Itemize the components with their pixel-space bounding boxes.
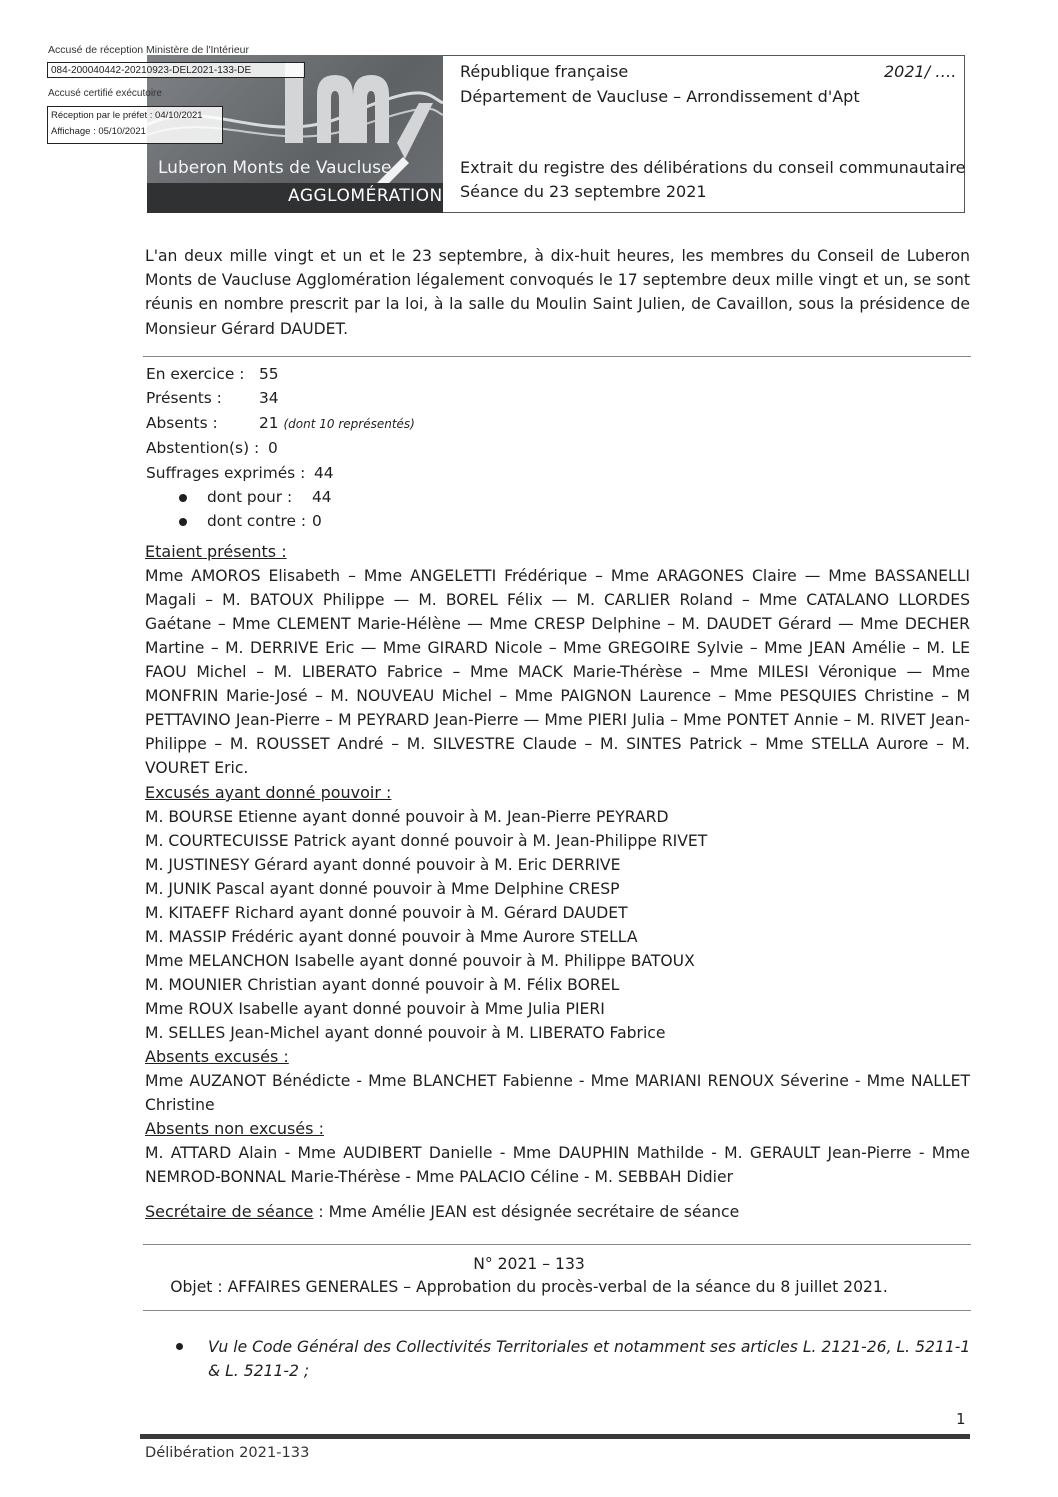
stamp-dates bbox=[47, 106, 223, 144]
deliberation-number: N° 2021 – 133 bbox=[473, 1255, 585, 1273]
stat-presents: Présents : 34 bbox=[146, 389, 279, 408]
list-item: M. JUSTINESY Gérard ayant donné pouvoir à M. Eric DERRIVE bbox=[145, 856, 621, 874]
excused-proxy-heading: Excusés ayant donné pouvoir : bbox=[145, 783, 392, 802]
list-item: M. MASSIP Frédéric ayant donné pouvoir à Mme Aurore STELLA bbox=[145, 928, 638, 946]
divider bbox=[143, 1310, 971, 1311]
list-item: M. KITAEFF Richard ayant donné pouvoir à M. Gérard DAUDET bbox=[145, 904, 628, 922]
list-item: Mme ROUX Isabelle ayant donné pouvoir à Mme Julia PIERI bbox=[145, 1000, 605, 1018]
header-republic: République française bbox=[460, 62, 629, 81]
presents-list: Mme AMOROS Elisabeth – Mme ANGELETTI Frédérique – Mme ARAGONES Claire — Mme BASSANELLI Magali – M. BATOUX Philippe — M. BOREL Félix — M. CARLIER Roland – Mme CATALANO LLORDES Gaétane – Mme CLEMENT Marie-Hélène — Mme CRESP Delphine – M. DAUDET Gérard — Mme DECHER Martine – M. DERRIVE Eric — Mme GIRARD Nicole – Mme GREGOIRE Sylvie – Mme JEAN Amélie – M. LE FAOU Michel – M. LIBERATO Fabrice – Mme MACK Marie-Thérèse – Mme MILESI Véronique — Mme MONFRIN Marie-José – M. NOUVEAU Michel – Mme PAIGNON Laurence – Mme PESQUIES Christine – M PETTAVINO Jean-Pierre – M PEYRARD Jean-Pierre — Mme PIERI Julia – Mme PONTET Annie – M. RIVET Jean-Philippe – M. ROUSSET André – M. SILVESTRE Claude – M. SINTES Patrick – Mme STELLA Aurore – M. VOURET Eric. bbox=[145, 567, 970, 777]
header-session: Séance du 23 septembre 2021 bbox=[460, 182, 707, 201]
stat-absents: Absents : 21 (dont 10 représentés) bbox=[146, 413, 415, 432]
secretary-text: : Mme Amélie JEAN est désignée secrétaire de séance bbox=[313, 1203, 740, 1221]
list-item: M. MOUNIER Christian ayant donné pouvoir à M. Félix BOREL bbox=[145, 976, 620, 994]
stamp-display: Affichage : 05/10/2021 bbox=[51, 126, 146, 137]
section-excused-proxy bbox=[145, 781, 970, 1045]
header-department: Département de Vaucluse – Arrondissement d'Apt bbox=[460, 87, 860, 106]
footer-bar bbox=[140, 1434, 970, 1439]
section-presents bbox=[145, 540, 970, 780]
absent-excused-heading: Absents excusés : bbox=[145, 1047, 289, 1066]
secretary-heading: Secrétaire de séance bbox=[145, 1202, 314, 1221]
list-item: M. JUNIK Pascal ayant donné pouvoir à Mme Delphine CRESP bbox=[145, 880, 620, 898]
stat-contre: dont contre : 0 bbox=[146, 509, 415, 533]
stat-pour: dont pour : 44 bbox=[146, 485, 415, 509]
intro-paragraph: L'an deux mille vingt et un et le 23 septembre, à dix-huit heures, les membres du Conseil de Luberon Monts de Vaucluse Agglomération légalement convoqués le 17 septembre deux mille vingt et un, se sont réunis en nombre prescrit par la loi, à la salle du Moulin Saint Julien, de Cavaillon, sous la présidence de Monsieur Gérard DAUDET. bbox=[145, 247, 970, 338]
section-absent-excused bbox=[145, 1045, 970, 1117]
stat-exercice: En exercice : 55 bbox=[146, 365, 279, 383]
divider bbox=[143, 1244, 971, 1245]
stamp-receipt-label: Accusé de réception Ministère de l'Intérieur bbox=[48, 44, 250, 56]
stamp-id: 084-200040442-20210923-DEL2021-133-DE bbox=[47, 62, 305, 78]
vu-clause: Vu le Code Général des Collectivités Territoriales et notamment ses articles L. 2121-26, L. 5211-1 & L. 5211-2 ; bbox=[208, 1338, 971, 1380]
header-extract: Extrait du registre des délibérations du conseil communautaire bbox=[460, 158, 966, 177]
list-item: M. COURTECUISSE Patrick ayant donné pouvoir à M. Jean-Philippe RIVET bbox=[145, 832, 708, 850]
bullet-icon bbox=[176, 1343, 183, 1350]
absents-note: (dont 10 représentés) bbox=[283, 416, 415, 431]
presents-heading: Etaient présents : bbox=[145, 542, 287, 561]
absent-unexcused-list: M. ATTARD Alain - Mme AUDIBERT Danielle - Mme DAUPHIN Mathilde - M. GERAULT Jean-Pierre - Mme NEMROD-BONNAL Marie-Thérèse - Mme PALACIO Céline - M. SEBBAH Didier bbox=[145, 1144, 970, 1186]
stat-suffrages: Suffrages exprimés : 44 bbox=[146, 463, 334, 482]
section-absent-unexcused bbox=[145, 1117, 970, 1189]
logo-title: Luberon Monts de Vaucluse bbox=[158, 158, 392, 178]
divider bbox=[143, 356, 971, 357]
list-item: M. SELLES Jean-Michel ayant donné pouvoir à M. LIBERATO Fabrice bbox=[145, 1024, 666, 1042]
stat-abstentions: Abstention(s) : 0 bbox=[146, 439, 278, 458]
absent-unexcused-heading: Absents non excusés : bbox=[145, 1119, 324, 1138]
stamp-reception: Réception par le préfet : 04/10/2021 bbox=[51, 110, 203, 121]
list-item: Mme MELANCHON Isabelle ayant donné pouvoir à M. Philippe BATOUX bbox=[145, 952, 695, 970]
logo-subtitle: AGGLOMÉRATION bbox=[288, 186, 443, 206]
deliberation-object: Objet : AFFAIRES GENERALES – Approbation du procès-verbal de la séance du 8 juillet 2021. bbox=[170, 1278, 888, 1296]
list-item: M. BOURSE Etienne ayant donné pouvoir à M. Jean-Pierre PEYRARD bbox=[145, 808, 669, 826]
page-number: 1 bbox=[956, 1410, 966, 1428]
bullet-icon bbox=[179, 518, 187, 526]
absent-excused-list: Mme AUZANOT Bénédicte - Mme BLANCHET Fabienne - Mme MARIANI RENOUX Séverine - Mme NALLET Christine bbox=[145, 1072, 970, 1114]
footer-label: Délibération 2021-133 bbox=[145, 1444, 310, 1461]
vote-stats bbox=[146, 362, 415, 534]
section-secretary bbox=[145, 1200, 970, 1224]
header-reference: 2021/ …. bbox=[884, 62, 957, 81]
stamp-certified: Accusé certifié exécutoire bbox=[48, 88, 162, 99]
bullet-icon bbox=[179, 494, 187, 502]
